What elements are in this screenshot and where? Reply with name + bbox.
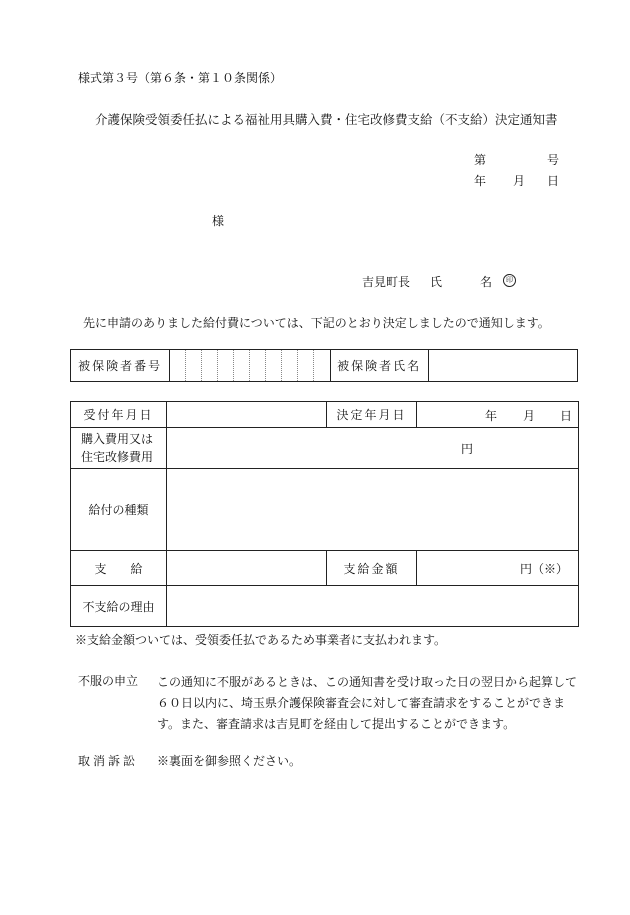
insured-number-digit-7[interactable] [266, 350, 282, 382]
decision-date-field[interactable] [417, 402, 579, 428]
insured-number-digit-2[interactable] [186, 350, 202, 382]
insured-number-digit-4[interactable] [218, 350, 234, 382]
non-payment-reason-label: 不支給の理由 [71, 586, 167, 627]
issuer-name-shi: 氏 [430, 275, 443, 289]
decision-date-year: 年 [485, 409, 498, 423]
objection-text: この通知に不服があるときは、この通知書を受け取った日の翌日から起算して６０日以内に、埼玉県介護保険審査会に対して審査請求をすることができます。また、審査請求は吉見町を経由して提出することができます。 [157, 675, 578, 731]
decision-date-day: 日 [560, 409, 573, 423]
insured-name-field[interactable] [428, 350, 577, 382]
document-number-suffix: 号 [547, 153, 560, 167]
insured-number-digit-6[interactable] [250, 350, 266, 382]
payment-label: 支 給 [71, 551, 167, 586]
payment-field[interactable] [167, 551, 327, 586]
insured-number-digit-5[interactable] [234, 350, 250, 382]
non-payment-reason-field[interactable] [167, 586, 579, 627]
insured-number-digit-10[interactable] [314, 350, 330, 382]
issue-date-year: 年 [474, 174, 487, 188]
objection-label: 不服の申立 [78, 674, 139, 688]
received-date-field[interactable] [167, 402, 327, 428]
issuer-name-mei: 名 [480, 275, 493, 289]
benefit-type-label: 給付の種類 [71, 469, 167, 551]
detail-table [70, 401, 579, 627]
insured-number-digit-3[interactable] [202, 350, 218, 382]
cost-field[interactable] [167, 428, 579, 469]
lawsuit-label: 取消訴訟 [78, 754, 139, 768]
addressee-suffix: 様 [212, 214, 225, 228]
insured-name-label: 被保険者氏名 [330, 350, 428, 382]
document-number-label: 第 [474, 153, 487, 167]
received-date-label: 受付年月日 [71, 402, 167, 428]
insured-number-digit-1[interactable] [170, 350, 186, 382]
intro-text: 先に申請のありました給付費については、下記のとおり決定しましたので通知します。 [83, 316, 550, 330]
cost-label-line1: 購入費用又は [81, 432, 154, 446]
page-title: 介護保険受領委任払による福祉用具購入費・住宅改修費支給（不支給）決定通知書 [95, 112, 558, 127]
insured-number-digit-8[interactable] [282, 350, 298, 382]
cost-unit: 円 [461, 442, 474, 456]
payment-note: ※支給金額ついては、受領委任払であるため事業者に支払われます。 [75, 633, 447, 647]
issue-date-month: 月 [513, 174, 526, 188]
cost-label [71, 428, 167, 469]
benefit-type-field[interactable] [167, 469, 579, 551]
lawsuit-text: ※裏面を御参照ください。 [157, 754, 302, 768]
issue-date-day: 日 [547, 174, 560, 188]
decision-date-label: 決定年月日 [327, 402, 417, 428]
insured-table [70, 349, 578, 382]
decision-date-month: 月 [523, 409, 536, 423]
cost-label-line2: 住宅改修費用 [81, 450, 154, 464]
seal-icon: 印 [503, 274, 516, 287]
payment-amount-field[interactable]: 円（※） [417, 551, 579, 586]
payment-amount-label: 支給金額 [327, 551, 417, 586]
insured-number-digit-9[interactable] [298, 350, 314, 382]
issuer-title: 吉見町長 [362, 275, 411, 289]
insured-number-label: 被保険者番号 [71, 350, 170, 382]
form-number: 様式第３号（第６条・第１０条関係） [78, 71, 283, 85]
